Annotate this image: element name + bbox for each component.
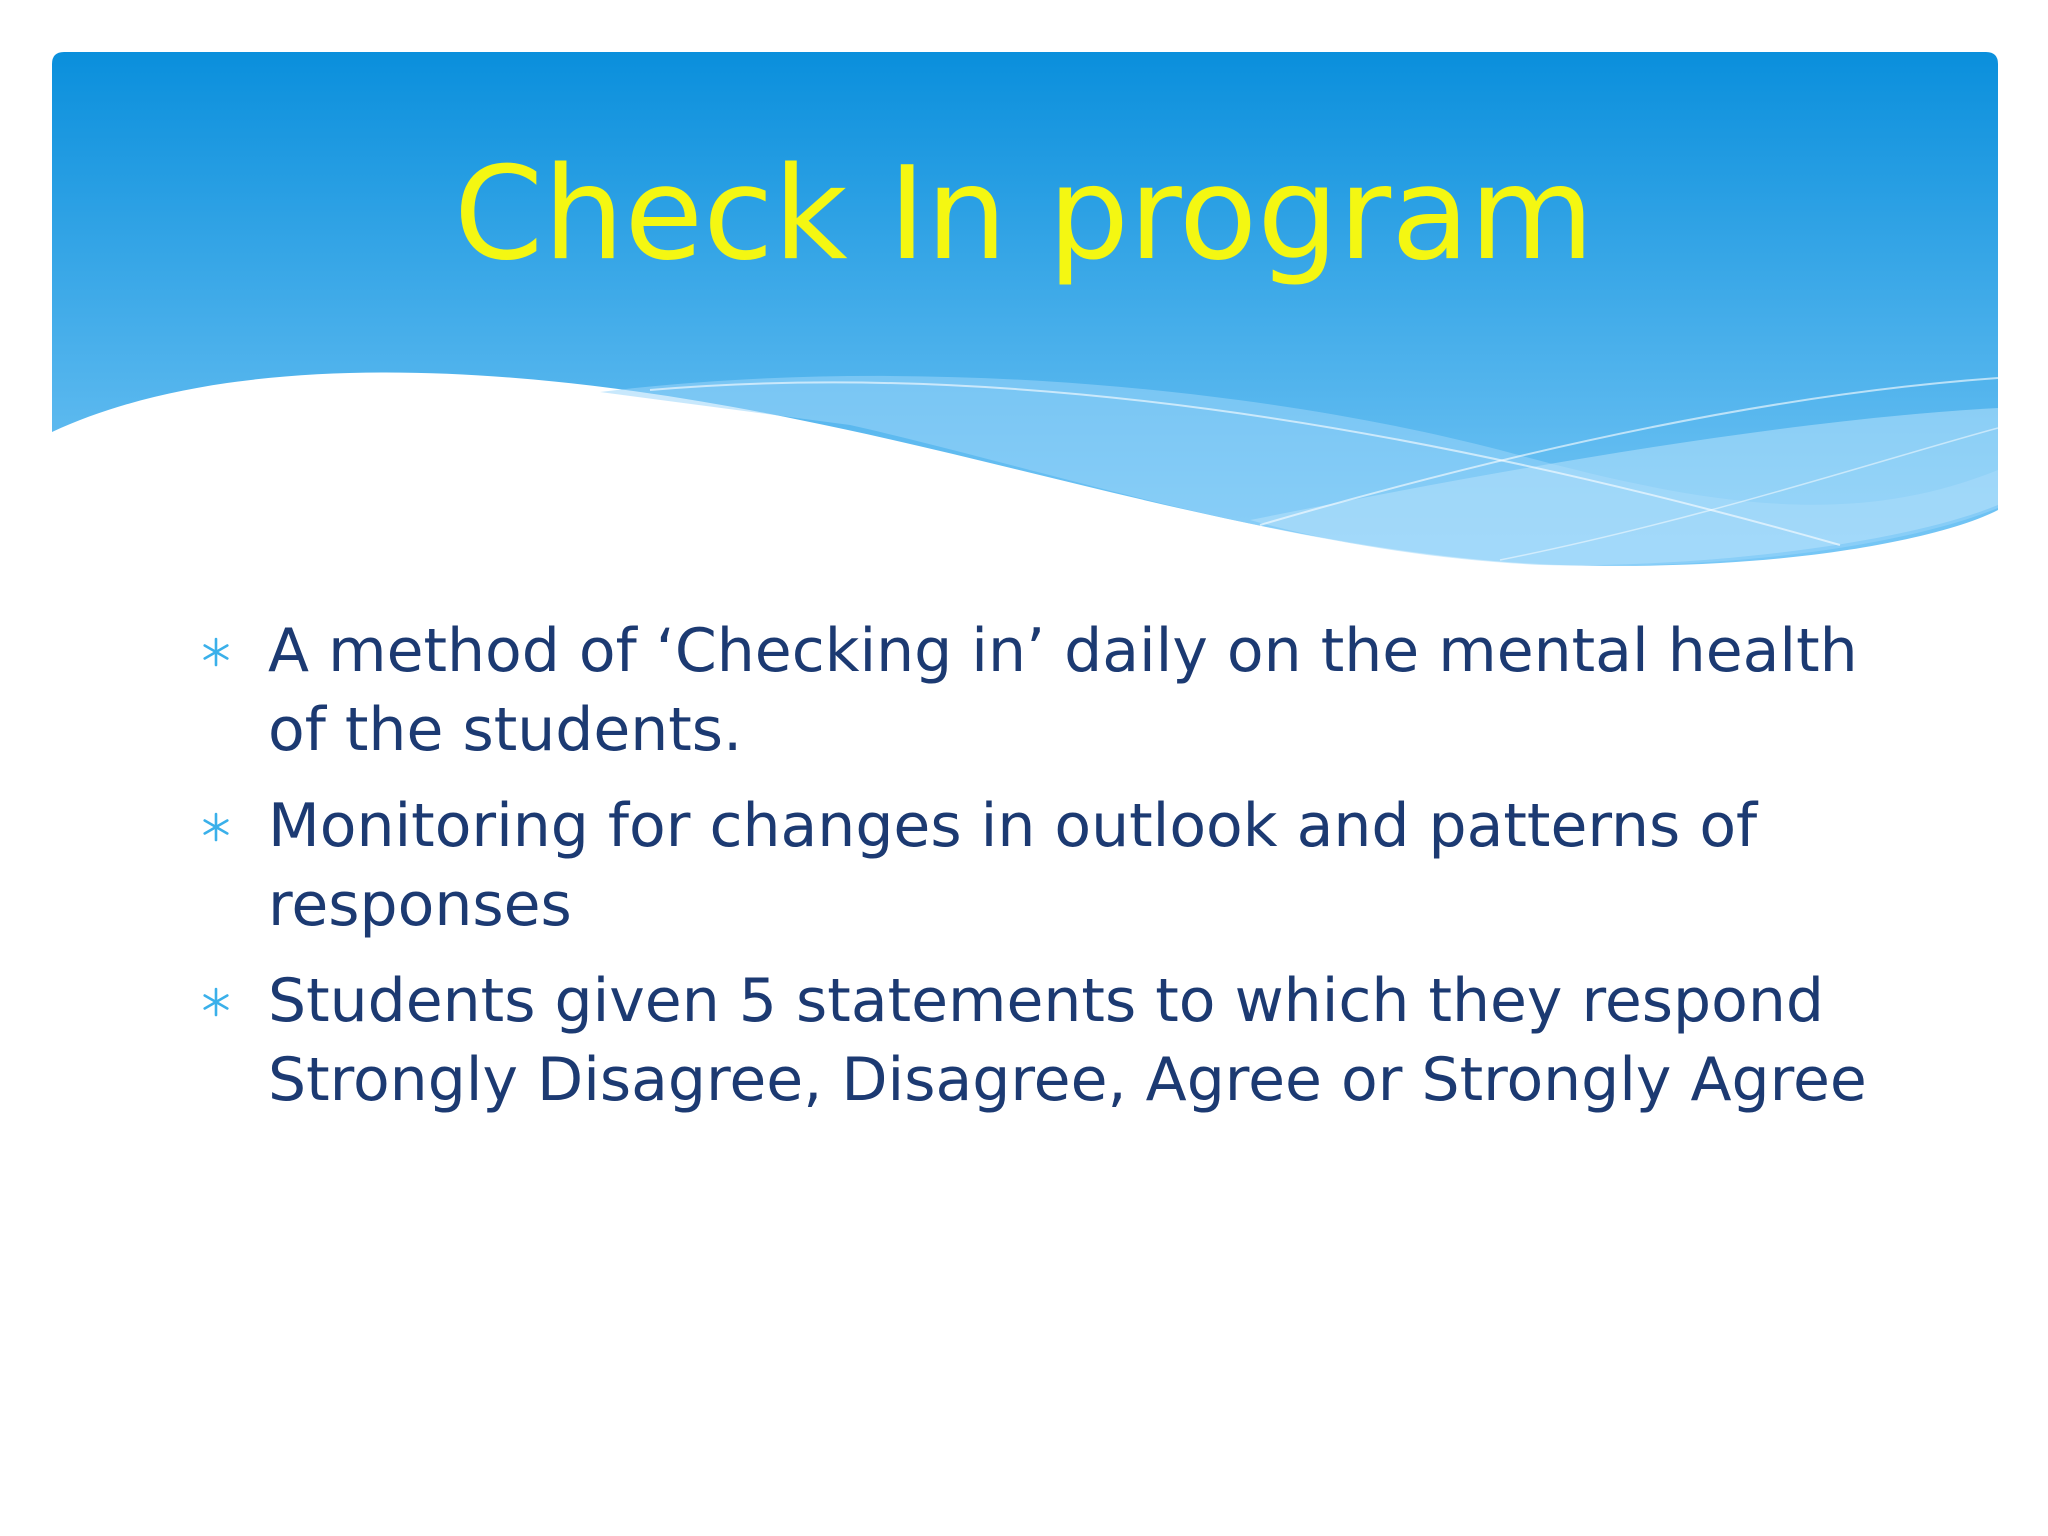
bullet-item xyxy=(200,787,1900,945)
slide-title: Check In program xyxy=(453,140,1595,289)
bullet-list xyxy=(200,612,1900,1137)
bullet-text: Monitoring for changes in outlook and patterns of responses xyxy=(268,791,1758,940)
asterisk-icon xyxy=(200,636,232,668)
asterisk-icon xyxy=(200,811,232,843)
bullet-text: A method of ‘Checking in’ daily on the mental health of the students. xyxy=(268,616,1858,765)
bullet-item xyxy=(200,612,1900,770)
header-wave-background xyxy=(0,0,2048,600)
bullet-text: Students given 5 statements to which they respond Strongly Disagree, Disagree, Agree or Strongly Agree xyxy=(268,966,1867,1115)
asterisk-icon xyxy=(200,986,232,1018)
bullet-item xyxy=(200,962,1900,1120)
